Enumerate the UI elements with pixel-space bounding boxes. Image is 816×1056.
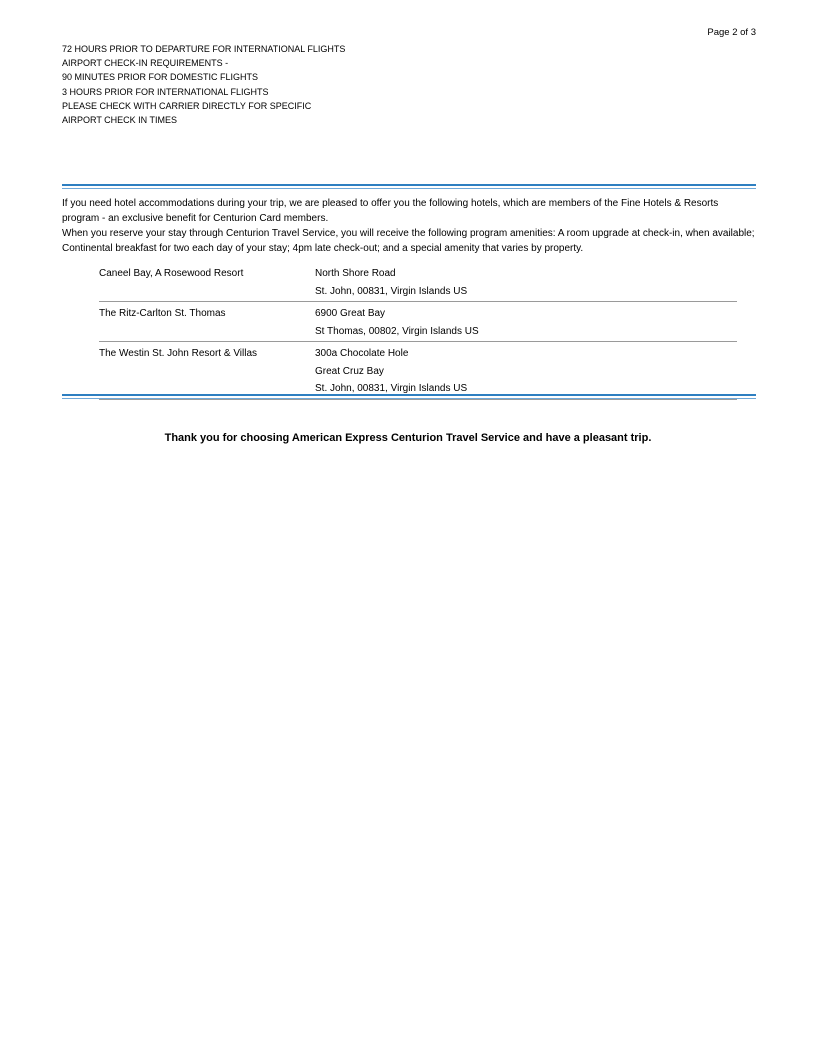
address-line: St. John, 00831, Virgin Islands US: [315, 285, 468, 297]
divider-line: [62, 398, 756, 399]
divider-line: [62, 394, 756, 396]
hotel-offer-intro: [62, 196, 756, 256]
divider-line: [62, 184, 756, 186]
note-line: 3 HOURS PRIOR FOR INTERNATIONAL FLIGHTS: [62, 86, 269, 97]
hotel-address: [315, 262, 737, 301]
hotel-row: [99, 262, 737, 302]
page-number: Page 2 of 3: [707, 27, 756, 38]
hotel-address: [315, 302, 737, 341]
hotel-name: The Ritz-Carlton St. Thomas: [99, 308, 226, 319]
section-divider-bottom: [62, 394, 756, 399]
hotel-row: [99, 302, 737, 342]
checkin-notes: [62, 42, 345, 127]
address-line: 6900 Great Bay: [315, 308, 386, 319]
hotel-address: [315, 342, 737, 399]
hotel-name: The Westin St. John Resort & Villas: [99, 348, 258, 359]
address-line: 300a Chocolate Hole: [315, 348, 409, 359]
note-line: 72 HOURS PRIOR TO DEPARTURE FOR INTERNATIONAL FLIGHTS: [62, 44, 346, 54]
hotel-row: [99, 342, 737, 400]
note-line: AIRPORT CHECK-IN REQUIREMENTS -: [62, 58, 229, 69]
note-line: AIRPORT CHECK IN TIMES: [62, 115, 178, 126]
address-line: North Shore Road: [315, 268, 396, 279]
section-divider-top: [62, 184, 756, 189]
note-line: 90 MINUTES PRIOR FOR DOMESTIC FLIGHTS: [62, 72, 259, 83]
address-line: St Thomas, 00802, Virgin Islands US: [315, 325, 479, 337]
address-line: St. John, 00831, Virgin Islands US: [315, 383, 468, 394]
divider-line: [62, 188, 756, 189]
intro-paragraph: When you reserve your stay through Centurion Travel Service, you will receive the following program amenities: A room upgrade at check-in, when available; Continental breakfast for two each day of your stay; 4pm late check-out; and a special amenity that varies by property.: [62, 228, 755, 254]
intro-paragraph: If you need hotel accommodations during your trip, we are pleased to offer you the following hotels, which are members of the Fine Hotels & Resorts program - an exclusive benefit for Centurion Card members.: [62, 198, 719, 224]
address-line: Great Cruz Bay: [315, 365, 384, 377]
closing-message: Thank you for choosing American Express Centurion Travel Service and have a pleasant trip.: [164, 432, 652, 444]
hotel-list: [99, 262, 737, 400]
hotel-name: Caneel Bay, A Rosewood Resort: [99, 268, 244, 279]
note-line: PLEASE CHECK WITH CARRIER DIRECTLY FOR SPECIFIC: [62, 100, 312, 111]
